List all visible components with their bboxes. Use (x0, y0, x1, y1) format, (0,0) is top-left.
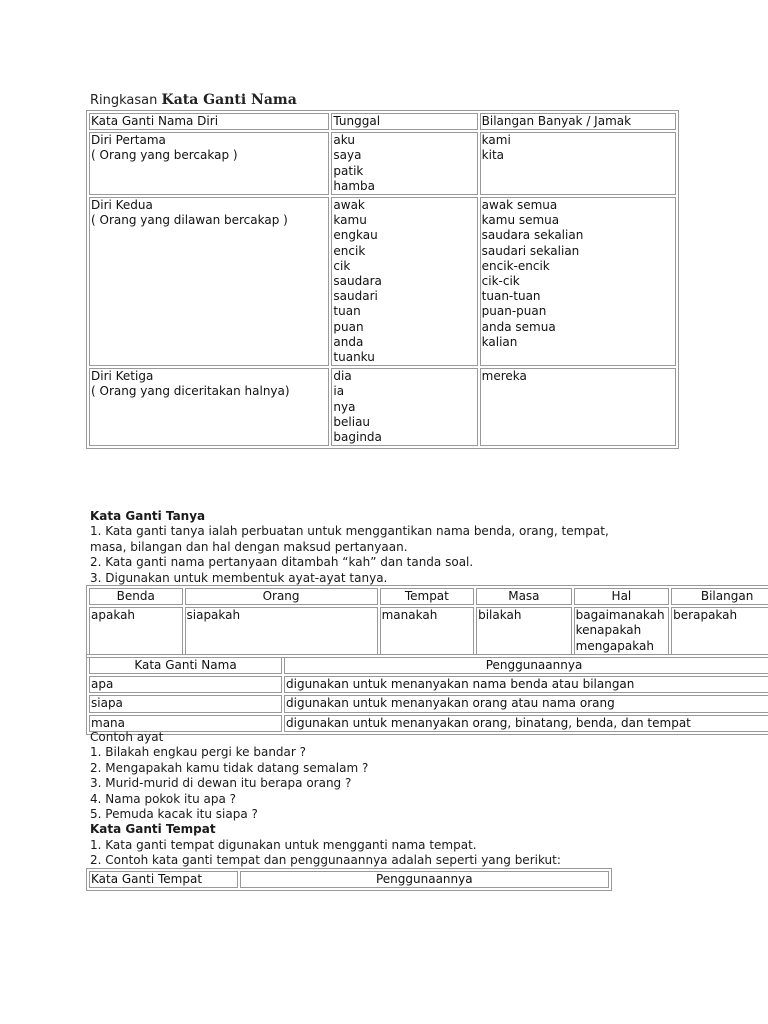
word-item: encik (333, 243, 366, 258)
header-cell: Hal (574, 588, 670, 605)
text-line: 3. Digunakan untuk membentuk ayat-ayat tanya. (90, 570, 388, 585)
section-title: Contoh ayat (90, 730, 164, 744)
word-item: aku (333, 133, 355, 148)
kata-ganti-tanya-table (86, 585, 768, 658)
word-item: kita (481, 148, 504, 163)
header-cell: Orang (185, 588, 378, 605)
table-row (89, 695, 768, 712)
header-cell: Kata Ganti Nama (89, 657, 282, 674)
kata-ganti-nama-diri-table (86, 110, 679, 449)
text-line: 2. Contoh kata ganti tempat dan penggunaannya adalah seperti yang berikut: (90, 853, 561, 868)
text-line: 2. Mengapakah kamu tidak datang semalam ? (90, 760, 369, 775)
word-item: beliau (333, 414, 371, 429)
word-item: puan (333, 319, 364, 334)
word-item: nya (333, 399, 356, 414)
table-row (89, 132, 676, 195)
contoh-ayat-section (90, 730, 561, 869)
kata-ganti-tempat-table (86, 868, 612, 891)
header-cell: Penggunaannya (240, 871, 609, 888)
section-title: Kata Ganti Tanya (90, 509, 206, 523)
word-item: patik (333, 163, 364, 178)
header-cell: Bilangan (671, 588, 768, 605)
word-item: awak (333, 198, 365, 213)
table-cell (574, 607, 670, 655)
header-cell: Kata Ganti Tempat (89, 871, 238, 888)
table-header-row (89, 113, 676, 130)
word-item: baginda (333, 430, 382, 445)
jamak-cell (480, 197, 676, 366)
table-cell: manakah (380, 607, 475, 655)
table-row (89, 197, 676, 366)
person-desc: ( Orang yang diceritakan halnya) (91, 384, 290, 399)
table-cell: berapakah (671, 607, 768, 655)
word-item: kami (481, 133, 511, 148)
word-item: bagaimanakah (575, 608, 665, 623)
tunggal-cell (331, 197, 477, 366)
table-cell: apakah (89, 607, 183, 655)
word-item: awak semua (481, 198, 558, 213)
table-row (89, 676, 768, 693)
word-item: dia (333, 369, 352, 384)
word-item: saudari (333, 289, 378, 304)
person-cell (89, 197, 329, 366)
section-title: Kata Ganti Tempat (90, 822, 216, 837)
header-cell: Tunggal (331, 113, 477, 130)
word-item: saudara sekalian (481, 228, 584, 243)
kata-ganti-tanya-section (90, 509, 609, 586)
text-line: 1. Kata ganti tempat digunakan untuk mengganti nama tempat. (90, 837, 477, 852)
word-item: cik-cik (481, 274, 520, 289)
table-header-row (89, 657, 768, 674)
header-cell: Benda (89, 588, 183, 605)
word-item: hamba (333, 178, 376, 193)
table-cell: digunakan untuk menanyakan orang, binatang, benda, dan tempat (284, 715, 768, 732)
tunggal-cell (331, 368, 477, 446)
header-cell: Bilangan Banyak / Jamak (480, 113, 676, 130)
table-cell: mana (89, 715, 282, 732)
table-cell: bilakah (476, 607, 572, 655)
word-item: saudari sekalian (481, 243, 580, 258)
person-label: Diri Ketiga (91, 369, 154, 384)
header-cell: Masa (476, 588, 572, 605)
word-item: tuan (333, 304, 361, 319)
word-item: anda (333, 334, 364, 349)
word-item: saudara (333, 274, 382, 289)
word-item: tuan-tuan (481, 289, 541, 304)
table-cell: digunakan untuk menanyakan nama benda atau bilangan (284, 676, 768, 693)
word-item: kalian (481, 334, 518, 349)
header-cell: Penggunaannya (284, 657, 768, 674)
text-line: 3. Murid-murid di dewan itu berapa orang ? (90, 776, 352, 791)
text-line: 5. Pemuda kacak itu siapa ? (90, 807, 258, 822)
word-item: tuanku (333, 350, 375, 365)
person-desc: ( Orang yang bercakap ) (91, 148, 238, 163)
page-heading (90, 92, 297, 108)
table-row (89, 368, 676, 446)
table-cell: digunakan untuk menanyakan orang atau nama orang (284, 695, 768, 712)
word-item: kamu (333, 213, 367, 228)
table-header-row (89, 588, 768, 605)
tunggal-cell (331, 132, 477, 195)
jamak-cell (480, 132, 676, 195)
heading-title: Kata Ganti Nama (161, 92, 297, 108)
text-line: masa, bilangan dan hal dengan maksud pertanyaan. (90, 539, 408, 554)
text-line: 1. Kata ganti tanya ialah perbuatan untuk menggantikan nama benda, orang, tempat, (90, 524, 609, 539)
table-cell: apa (89, 676, 282, 693)
word-item: mengapakah (575, 638, 654, 653)
word-item: kenapakah (575, 623, 642, 638)
word-item: encik-encik (481, 258, 550, 273)
person-cell (89, 132, 329, 195)
word-item: mereka (481, 369, 527, 384)
table-row (89, 607, 768, 655)
word-item: engkau (333, 228, 378, 243)
person-desc: ( Orang yang dilawan bercakap ) (91, 213, 288, 228)
word-item: ia (333, 384, 345, 399)
person-cell (89, 368, 329, 446)
text-line: 1. Bilakah engkau pergi ke bandar ? (90, 745, 307, 760)
person-label: Diri Kedua (91, 198, 153, 213)
table-cell: siapakah (185, 607, 378, 655)
word-item: puan-puan (481, 304, 547, 319)
word-item: anda semua (481, 319, 556, 334)
word-item: cik (333, 258, 351, 273)
text-line: 4. Nama pokok itu apa ? (90, 791, 237, 806)
heading-prefix: Ringkasan (90, 93, 158, 108)
text-line: 2. Kata ganti nama pertanyaan ditambah “kah” dan tanda soal. (90, 555, 474, 570)
word-item: saya (333, 148, 362, 163)
header-cell: Kata Ganti Nama Diri (89, 113, 329, 130)
header-cell: Tempat (380, 588, 475, 605)
person-label: Diri Pertama (91, 133, 166, 148)
table-cell: siapa (89, 695, 282, 712)
table-header-row (89, 871, 609, 888)
jamak-cell (480, 368, 676, 446)
word-item: kamu semua (481, 213, 560, 228)
kata-ganti-nama-usage-table (86, 654, 768, 735)
